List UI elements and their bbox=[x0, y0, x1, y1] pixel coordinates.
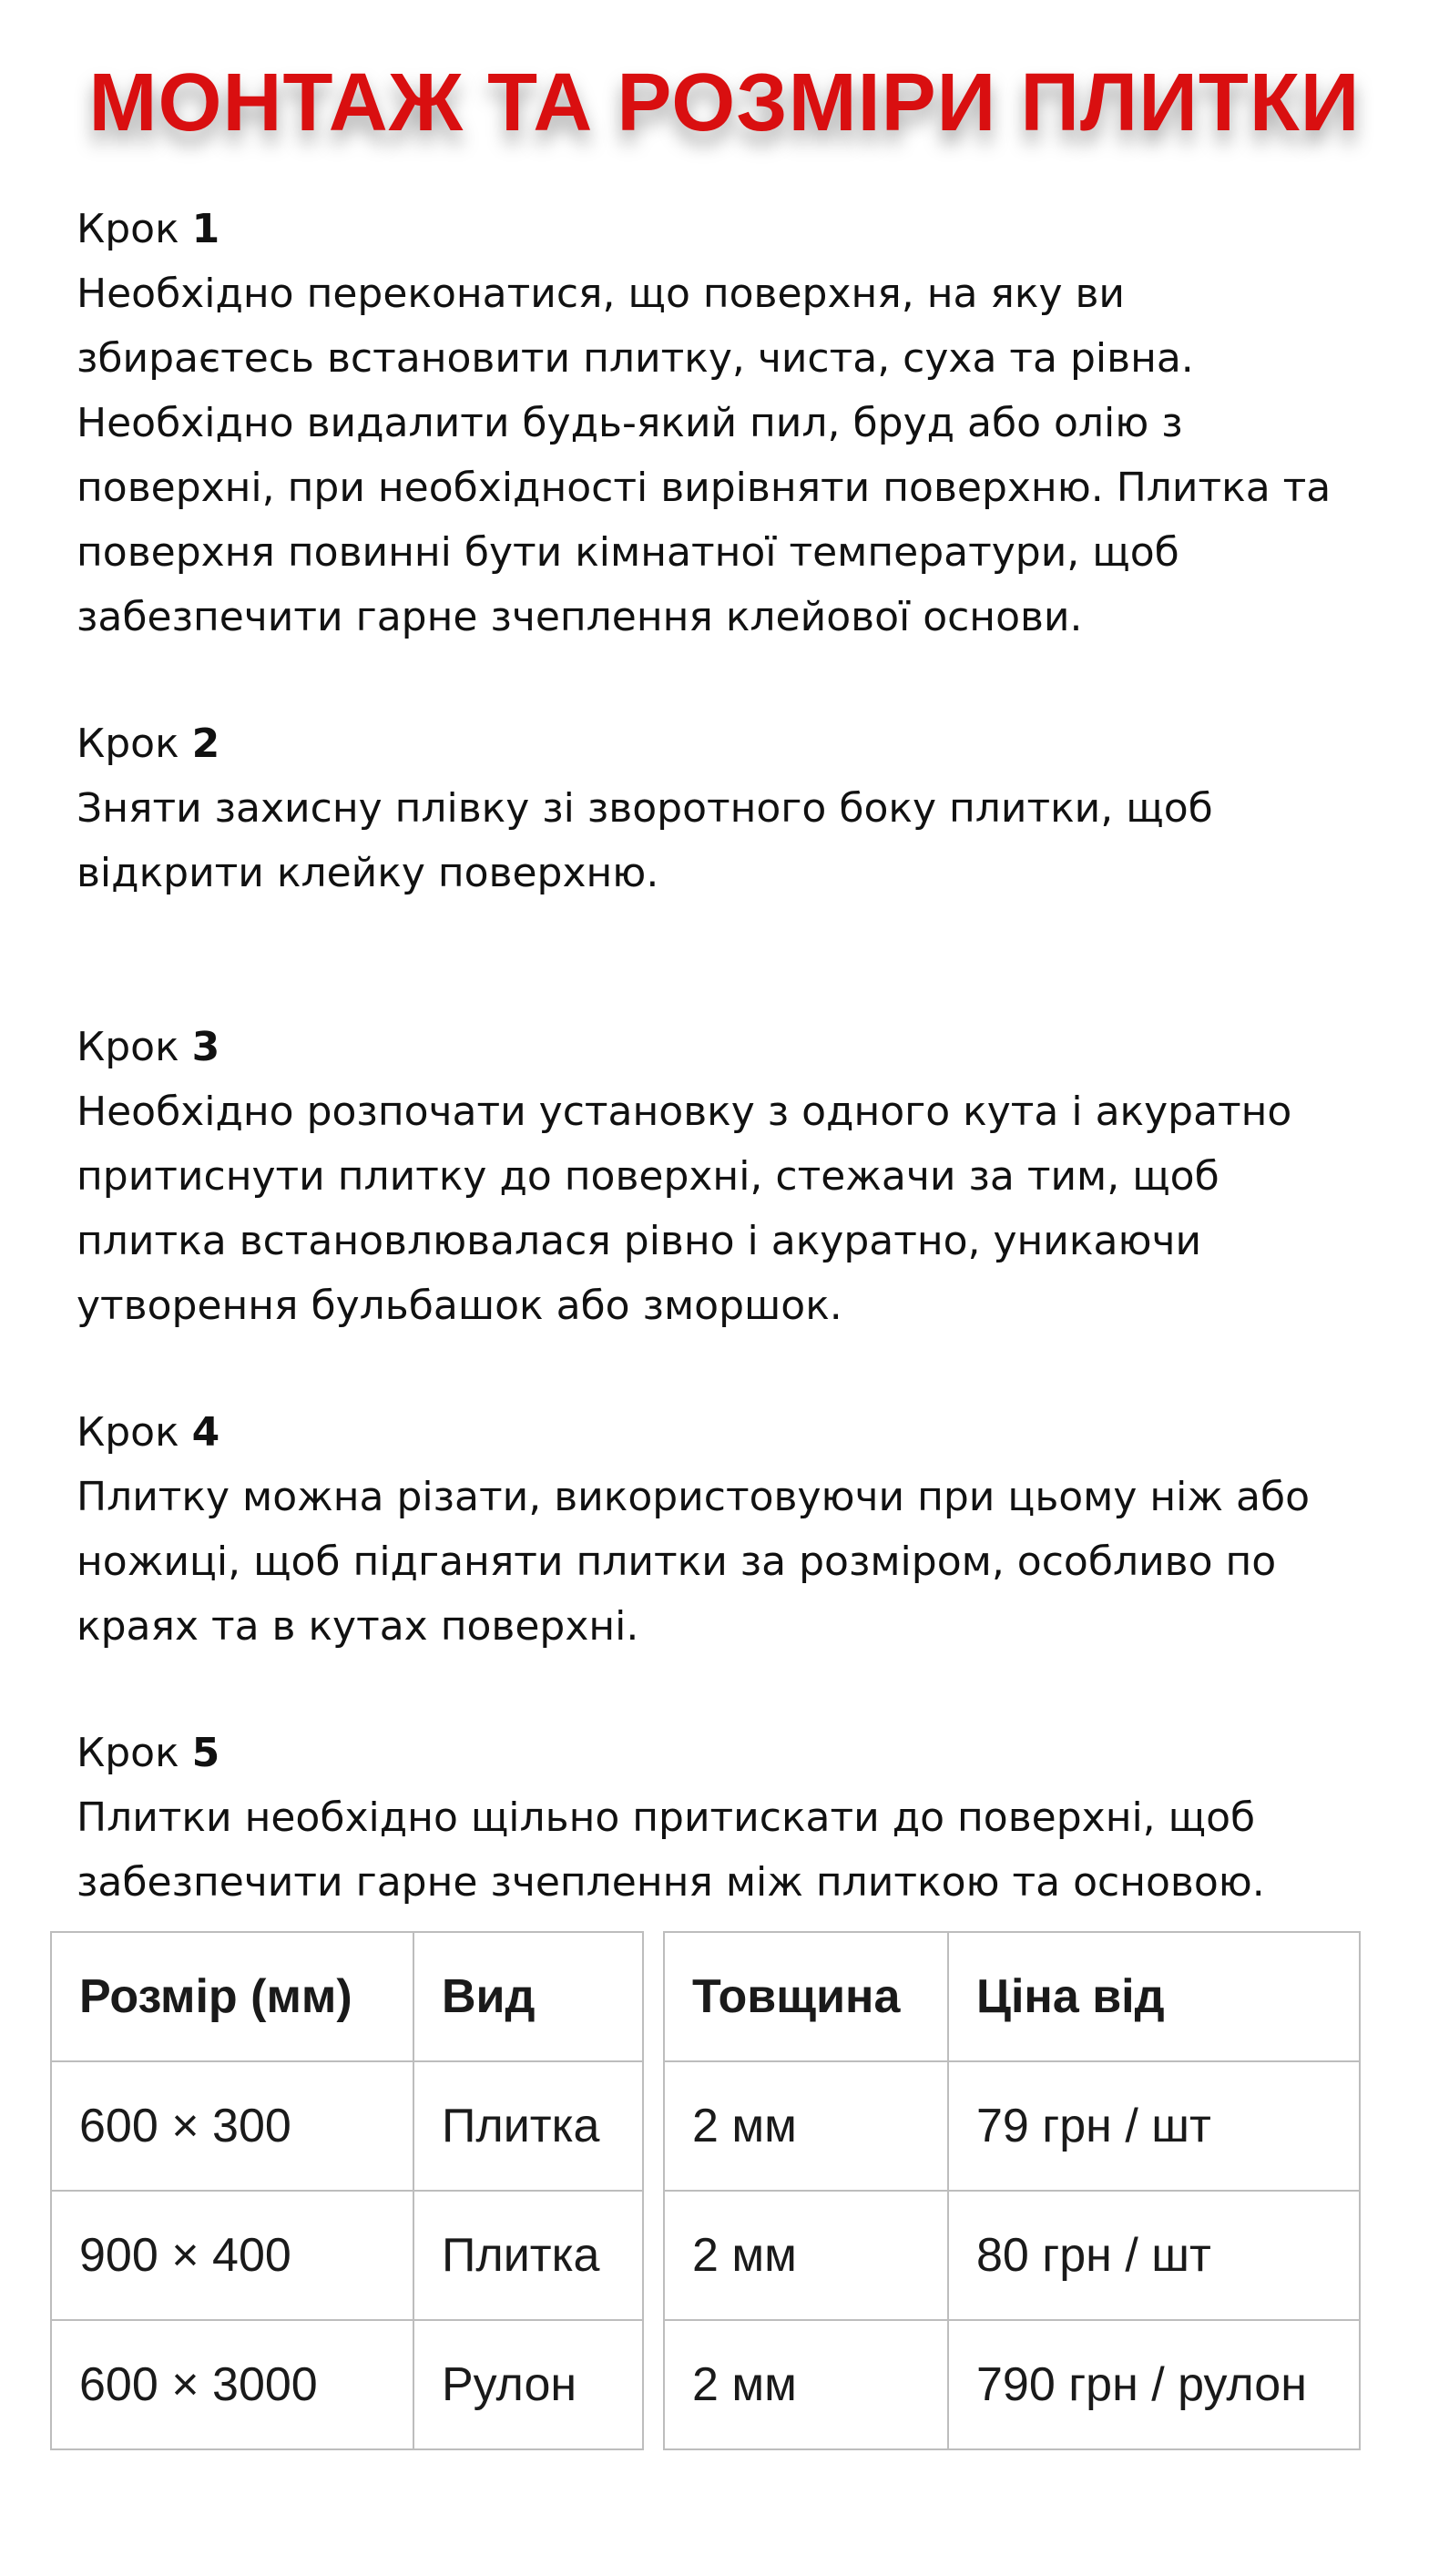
table-row bbox=[664, 2061, 1360, 2191]
cell-thickness: 2 мм bbox=[664, 2320, 948, 2449]
header-size: Розмір (мм) bbox=[51, 1932, 413, 2061]
thickness-price-table bbox=[663, 1931, 1361, 2450]
step-label: Крок bbox=[77, 1730, 179, 1776]
step-2 bbox=[77, 711, 1406, 905]
step-text: Плитку можна різати, використовуючи при цьому ніж або ножиці, щоб підганяти плитки за розміром, особливо по краях та в кутах поверхні. bbox=[77, 1474, 1311, 1650]
step-text: Необхідно розпочати установку з одного кута і акуратно притиснути плитку до поверхні, стежачи за тим, щоб плитка встановлювалася рівно і акуратно, уникаючи утворення бульбашок або зморшок. bbox=[77, 1089, 1292, 1329]
step-text: Зняти захисну плівку зі зворотного боку плитки, щоб відкрити клейку поверхню. bbox=[77, 785, 1213, 896]
table-header-row bbox=[51, 1932, 643, 2061]
header-type: Вид bbox=[413, 1932, 643, 2061]
cell-type: Рулон bbox=[413, 2320, 643, 2449]
step-3 bbox=[77, 1015, 1406, 1338]
cell-price: 80 грн / шт bbox=[948, 2191, 1360, 2320]
size-type-table bbox=[50, 1931, 644, 2450]
step-number: 3 bbox=[191, 1024, 220, 1070]
step-heading bbox=[77, 1400, 1406, 1465]
cell-type: Плитка bbox=[413, 2061, 643, 2191]
table-row bbox=[664, 2191, 1360, 2320]
step-text: Плитки необхідно щільно притискати до поверхні, щоб забезпечити гарне зчеплення між плиткою та основою. bbox=[77, 1794, 1265, 1906]
table-row bbox=[51, 2320, 643, 2449]
step-number: 4 bbox=[191, 1409, 220, 1456]
table-header-row bbox=[664, 1932, 1360, 2061]
step-5 bbox=[77, 1721, 1406, 1915]
step-heading bbox=[77, 197, 1406, 261]
cell-size: 900 × 400 bbox=[51, 2191, 413, 2320]
cell-price: 79 грн / шт bbox=[948, 2061, 1360, 2191]
step-heading bbox=[77, 1015, 1406, 1079]
table-row bbox=[664, 2320, 1360, 2449]
step-number: 2 bbox=[191, 721, 220, 767]
cell-thickness: 2 мм bbox=[664, 2191, 948, 2320]
step-label: Крок bbox=[77, 206, 179, 252]
step-4 bbox=[77, 1400, 1406, 1659]
step-label: Крок bbox=[77, 1024, 179, 1070]
step-1 bbox=[77, 197, 1406, 649]
table-row bbox=[51, 2061, 643, 2191]
cell-thickness: 2 мм bbox=[664, 2061, 948, 2191]
cell-size: 600 × 3000 bbox=[51, 2320, 413, 2449]
installation-steps bbox=[77, 197, 1406, 1915]
table-row bbox=[51, 2191, 643, 2320]
step-number: 1 bbox=[191, 206, 220, 252]
page-title: МОНТАЖ ТА РОЗМІРИ ПЛИТКИ bbox=[88, 57, 1361, 148]
step-text: Необхідно переконатися, що поверхня, на яку ви збираєтесь встановити плитку, чиста, суха та рівна. Необхідно видалити будь-який пил, бруд або олію з поверхні, при необхідності вирівняти поверхню. Плитка та поверхня повинні бути кімнатної температури, щоб забезпечити гарне зчеплення клейової основи. bbox=[77, 271, 1332, 640]
step-heading bbox=[77, 1721, 1406, 1785]
cell-size: 600 × 300 bbox=[51, 2061, 413, 2191]
header-thickness: Товщина bbox=[664, 1932, 948, 2061]
step-number: 5 bbox=[191, 1730, 220, 1776]
header-price: Ціна від bbox=[948, 1932, 1360, 2061]
cell-price: 790 грн / рулон bbox=[948, 2320, 1360, 2449]
step-label: Крок bbox=[77, 721, 179, 767]
step-heading bbox=[77, 711, 1406, 776]
step-label: Крок bbox=[77, 1409, 179, 1456]
cell-type: Плитка bbox=[413, 2191, 643, 2320]
